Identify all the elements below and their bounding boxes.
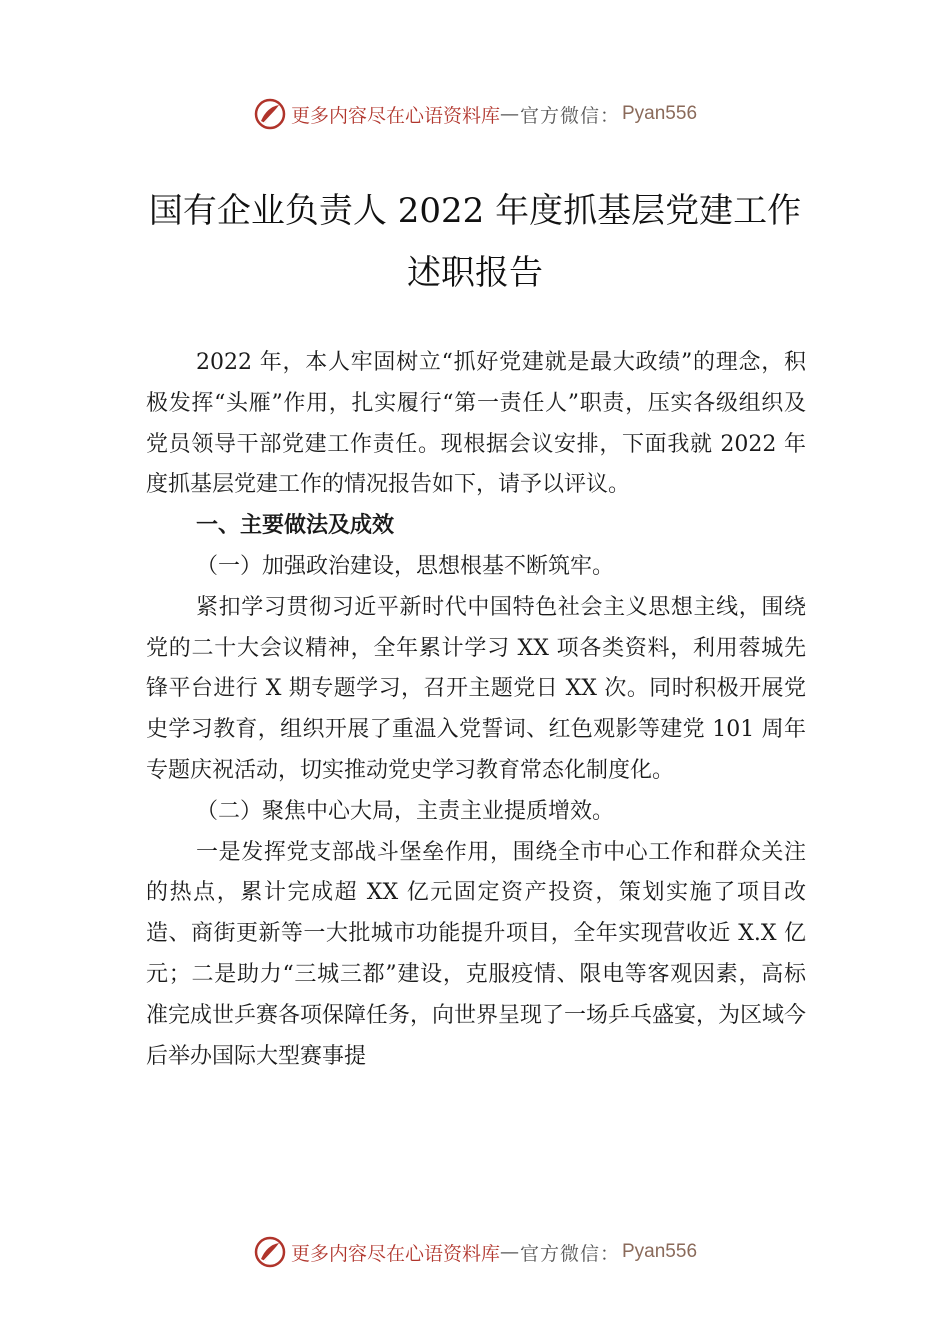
document-title-line2: 述职报告 bbox=[407, 253, 543, 293]
header-watermark bbox=[0, 94, 950, 134]
section-heading-1: 一、主要做法及成效 bbox=[196, 513, 395, 539]
watermark-brand: 更多内容尽在心语资料库 bbox=[290, 104, 500, 127]
subsection-heading-1: （一）加强政治建设，思想根基不断筑牢。 bbox=[196, 553, 615, 579]
watermark-dash: — bbox=[499, 1241, 520, 1263]
watermark-wechat-id: Pyan556 bbox=[622, 103, 698, 124]
brand-logo-icon bbox=[253, 1235, 287, 1269]
watermark-official: 官方微信： bbox=[519, 104, 620, 127]
document-title-line1: 国有企业负责人 2022 年度抓基层党建工作 bbox=[148, 191, 802, 231]
watermark-wechat-id: Pyan556 bbox=[622, 1241, 698, 1262]
watermark-dash: — bbox=[499, 103, 520, 125]
document-body bbox=[146, 343, 806, 1077]
paragraph-1: 紧扣学习贯彻习近平新时代中国特色社会主义思想主线，围绕党的二十大会议精神，全年累计学习 XX 项各类资料，利用蓉城先锋平台进行 X 期专题学习，召开主题党日 XX 次。同时积极开展党史学习教育，组织开展了重温入党誓词、红色观影等建党 101 周年专题庆祝活动，切实推动党史学习教育常态化制度化。 bbox=[146, 594, 806, 783]
watermark-official: 官方微信： bbox=[519, 1242, 620, 1265]
watermark-brand: 更多内容尽在心语资料库 bbox=[290, 1242, 500, 1265]
intro-paragraph: 2022 年，本人牢固树立“抓好党建就是最大政绩”的理念，积极发挥“头雁”作用，扎实履行“第一责任人”职责，压实各级组织及党员领导干部党建工作责任。现根据会议安排，下面我就 2022 年度抓基层党建工作的情况报告如下，请予以评议。 bbox=[146, 350, 806, 498]
subsection-heading-2: （二）聚焦中心大局，主责主业提质增效。 bbox=[196, 798, 615, 824]
footer-watermark bbox=[0, 1232, 950, 1272]
brand-logo-icon bbox=[253, 97, 287, 131]
paragraph-2: 一是发挥党支部战斗堡垒作用，围绕全市中心工作和群众关注的热点，累计完成超 XX 亿元固定资产投资，策划实施了项目改造、商街更新等一大批城市功能提升项目，全年实现营收近 X.X 亿元；二是助力“三城三都”建设，克服疫情、限电等客观因素，高标准完成世乒赛各项保障任务，向世界呈现了一场乒乓盛宴，为区域今后举办国际大型赛事提 bbox=[146, 839, 807, 1069]
